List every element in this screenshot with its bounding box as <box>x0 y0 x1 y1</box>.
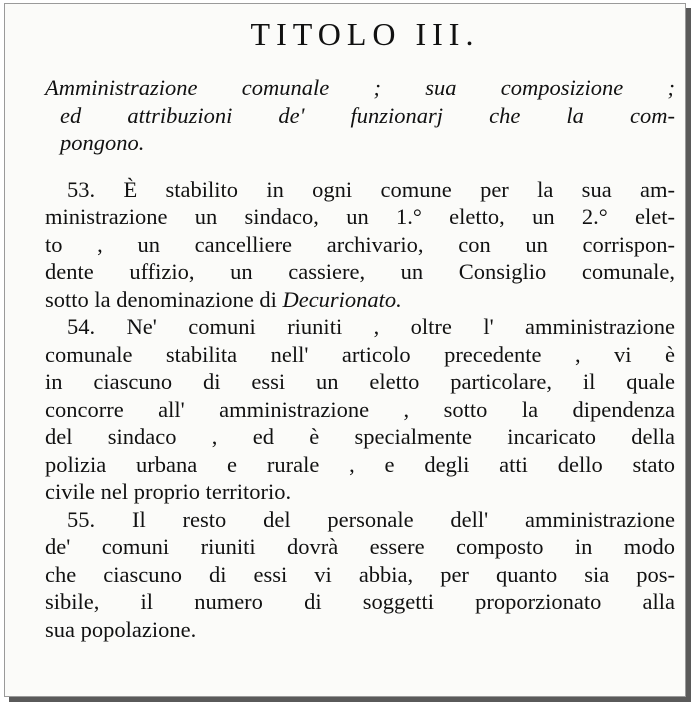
article-line: ministrazione un sindaco, un 1.° eletto, un 2.° elet- <box>45 204 675 229</box>
article-54 <box>45 313 675 506</box>
article-line: to , un cancelliere archivario, con un corrispon- <box>45 231 675 257</box>
subtitle-line: pongono. <box>60 130 145 155</box>
article-number: 54. <box>67 314 96 339</box>
article-line: sibile, il numero di soggetti proporzionato alla <box>45 589 675 614</box>
article-line: concorre all' amministrazione , sotto la dipendenza <box>45 396 675 422</box>
page-content <box>45 4 675 643</box>
section-subtitle <box>45 74 675 157</box>
article-line: del sindaco , ed è specialmente incaricato della <box>45 424 675 449</box>
article-line: in ciascuno di essi un eletto particolare, il quale <box>45 369 675 394</box>
article-emphasis: Decurionato. <box>282 286 402 312</box>
article-line <box>45 176 675 204</box>
article-line: comunale stabilita nell' articolo precedente , vi è <box>45 341 675 367</box>
article-text: È stabilito in ogni comune per la sua am- <box>123 176 675 202</box>
article-line: de' comuni riuniti dovrà essere composto in modo <box>45 534 675 559</box>
articles-body <box>45 176 675 644</box>
article-line <box>45 286 675 314</box>
article-number: 53. <box>67 176 96 202</box>
article-line: che ciascuno di essi vi abbia, per quanto sia pos- <box>45 561 675 587</box>
subtitle-line: Amministrazione comunale ; sua composizione ; <box>45 75 675 100</box>
article-55 <box>45 506 675 644</box>
article-text: Il resto del personale dell' amministrazione <box>131 506 675 532</box>
page-title: TITOLO III. <box>250 16 480 52</box>
article-53 <box>45 176 675 314</box>
article-line: polizia urbana e rurale , e degli atti dello stato <box>45 451 675 477</box>
article-text: Ne' comuni riuniti , oltre l' amministrazione <box>126 314 676 339</box>
article-number: 55. <box>67 506 96 532</box>
document-page <box>4 3 686 697</box>
article-text: sotto la denominazione di <box>45 286 277 312</box>
article-line <box>45 313 675 341</box>
article-line: sua popolazione. <box>45 616 197 642</box>
article-line: civile nel proprio territorio. <box>45 479 292 504</box>
article-line <box>45 506 675 534</box>
article-line: dente uffizio, un cassiere, un Consiglio comunale, <box>45 259 675 284</box>
subtitle-line: ed attribuzioni de' funzionarj che la com- <box>60 102 675 128</box>
